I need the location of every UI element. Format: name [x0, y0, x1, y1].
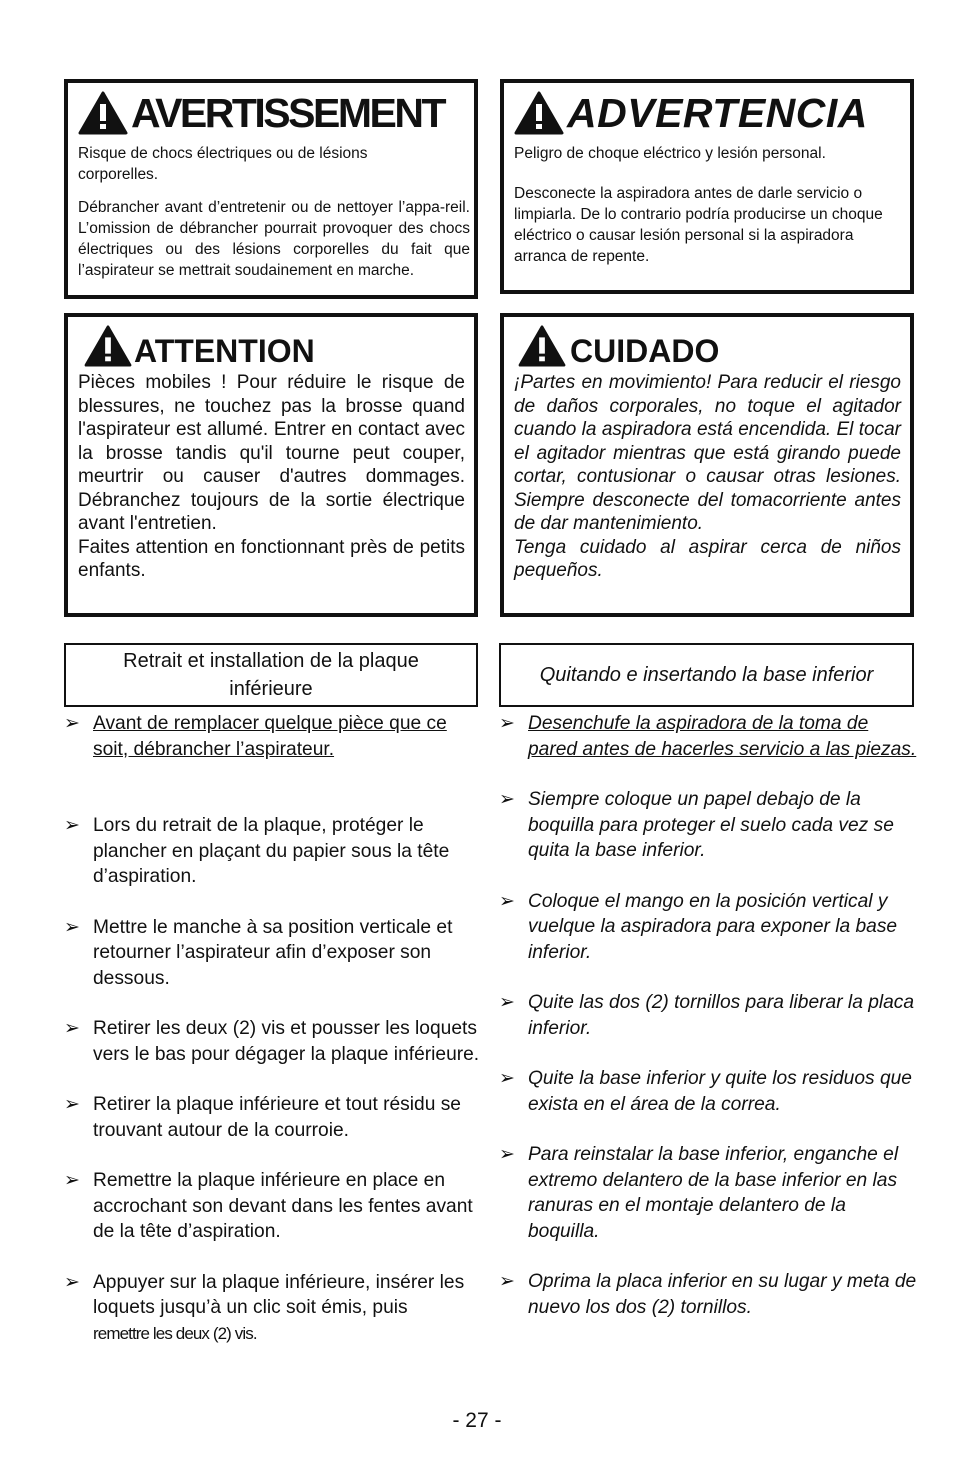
avertissement-body — [68, 135, 474, 281]
arrow-bullet-icon: ➢ — [499, 890, 516, 912]
avertissement-line1: Risque de chocs électriques ou de lésions corporelles. — [78, 145, 368, 183]
advertencia-header — [504, 83, 910, 135]
list-item-text: Avant de remplacer quelque pièce que ce soit, débrancher l’aspirateur. — [93, 713, 447, 760]
list-item — [499, 1066, 917, 1117]
avertissement-header — [68, 83, 474, 135]
arrow-bullet-icon: ➢ — [64, 1094, 81, 1115]
advertencia-title: ADVERTENCIA — [567, 89, 868, 136]
list-item-text: Lors du retrait de la plaque, protéger le plancher en plaçant du papier sous la tête d’aspiration. — [93, 815, 450, 887]
page-number: - 27 - — [452, 1409, 502, 1432]
arrow-bullet-icon: ➢ — [499, 713, 516, 734]
list-item-text: Retirer les deux (2) vis et pousser les loquets vers le bas pour dégager la plaque inférieure. — [93, 1018, 480, 1065]
cuidado-body — [504, 367, 910, 583]
list-item-text: Oprima la placa inferior en su lugar y meta de nuevo los dos (2) tornillos. — [528, 1271, 917, 1318]
list-item — [499, 1269, 917, 1320]
avertissement-title: AVERTISSEMENT — [131, 89, 444, 136]
instructions-list-fr — [64, 711, 482, 1346]
list-item — [64, 915, 482, 992]
section-heading-es-text: Quitando e insertando la base inferior — [539, 664, 874, 686]
list-item — [64, 711, 482, 762]
arrow-bullet-icon: ➢ — [64, 1271, 81, 1293]
list-item — [499, 889, 917, 966]
arrow-bullet-icon: ➢ — [64, 1170, 81, 1191]
arrow-bullet-icon: ➢ — [64, 713, 81, 734]
list-item — [499, 1142, 917, 1244]
list-item-text: Quite la base inferior y quite los residuos que exista en el área de la correa. — [528, 1068, 912, 1115]
cuidado-warning-box — [500, 313, 914, 617]
section-heading-fr — [64, 643, 478, 707]
list-item-text: Retirer la plaque inférieure et tout résidu se trouvant autour de la courroie. — [93, 1094, 461, 1141]
list-item-text-tail: remettre les deux (2) vis. — [93, 1323, 257, 1343]
arrow-bullet-icon: ➢ — [64, 815, 81, 836]
advertencia-body — [504, 135, 910, 267]
instructions-list-es — [499, 711, 917, 1320]
list-item — [499, 787, 917, 864]
list-item-text: Siempre coloque un papel debajo de la boquilla para proteger el suelo cada vez se quita la base inferior. — [528, 789, 894, 861]
advertencia-line1: Peligro de choque eléctrico y lesión personal. — [514, 145, 826, 162]
list-item — [64, 1092, 482, 1143]
arrow-bullet-icon: ➢ — [499, 992, 516, 1013]
list-item-text: Desenchufe la aspiradora de la toma de pared antes de hacerles servicio a las piezas. — [528, 713, 917, 760]
cuidado-title: CUIDADO — [570, 333, 720, 369]
list-item — [499, 711, 917, 762]
attention-para1: Pièces mobiles ! Pour réduire le risque de blessures, ne touchez pas la brosse quand l'aspirateur est allumé. Entrer en contact avec la brosse tandis qu'il tourne peut couper, meurtrir ou causer d'autres dommages. Débranchez toujours de la sortie électrique avant l'entretien. — [78, 372, 465, 534]
warning-triangle-icon — [78, 91, 128, 135]
list-item — [64, 1016, 482, 1067]
arrow-bullet-icon: ➢ — [64, 916, 81, 938]
avertissement-warning-box — [64, 79, 478, 299]
list-item — [64, 1168, 482, 1245]
advertencia-warning-box — [500, 79, 914, 294]
list-item-text: Para reinstalar la base inferior, enganche el extremo delantero de la base inferior en las ranuras en el montaje delantero de la boquilla. — [528, 1144, 899, 1242]
attention-header — [68, 317, 474, 367]
section-heading-fr-text: Retrait et installation de la plaque inférieure — [123, 650, 419, 700]
list-item-text: Coloque el mango en la posición vertical y vuelque la aspiradora para exponer la base inferior. — [528, 890, 898, 963]
arrow-bullet-icon: ➢ — [64, 1018, 81, 1039]
arrow-bullet-icon: ➢ — [499, 789, 516, 810]
section-heading-es — [499, 643, 914, 707]
warning-triangle-icon — [84, 325, 132, 367]
list-item-text: Mettre le manche à sa position verticale et retourner l’aspirateur afin d’exposer son dessous. — [93, 916, 453, 989]
arrow-bullet-icon: ➢ — [499, 1144, 516, 1165]
attention-warning-box — [64, 313, 478, 617]
warning-triangle-icon — [518, 325, 566, 367]
arrow-bullet-icon: ➢ — [499, 1271, 516, 1292]
list-item — [64, 813, 482, 890]
list-item — [64, 1270, 482, 1347]
list-item-text: Appuyer sur la plaque inférieure, insérer les loquets jusqu’à un clic soit émis, puis — [93, 1271, 465, 1318]
attention-para2: Faites attention en fonctionnant près de petits enfants. — [78, 536, 465, 581]
arrow-bullet-icon: ➢ — [499, 1068, 516, 1089]
warning-triangle-icon — [514, 91, 564, 135]
avertissement-line2: Débrancher avant d’entretenir ou de nettoyer l’appa-reil. L’omission de débrancher pourrait provoquer des chocs électriques ou des lésions corporelles du fait que l’aspirateur se mettrait soudainement en marche. — [78, 199, 470, 279]
advertencia-line2: Desconecte la aspiradora antes de darle servicio o limpiarla. De lo contrario podría producirse un choque eléctrico o causar lesión personal si la aspiradora arranca de repente. — [514, 185, 883, 265]
list-item-text: Quite las dos (2) tornillos para liberar la placa inferior. — [528, 992, 915, 1039]
cuidado-para1: ¡Partes en movimiento! Para reducir el riesgo de daños corporales, no toque el agitador cuando la aspiradora está encendida. El tocar el agitador mientras que está girando puede cortar, contusionar o causar otras lesiones. Siempre desconecte del tomacorriente antes de dar mantenimiento. — [514, 372, 901, 534]
attention-title: ATTENTION — [134, 333, 315, 369]
list-item-text: Remettre la plaque inférieure en place en accrochant son devant dans les fentes avant de la tête d’aspiration. — [93, 1170, 473, 1242]
cuidado-para2: Tenga cuidado al aspirar cerca de niños pequeños. — [514, 536, 901, 581]
attention-body — [68, 367, 474, 583]
list-item — [499, 990, 917, 1041]
cuidado-header — [504, 317, 910, 367]
